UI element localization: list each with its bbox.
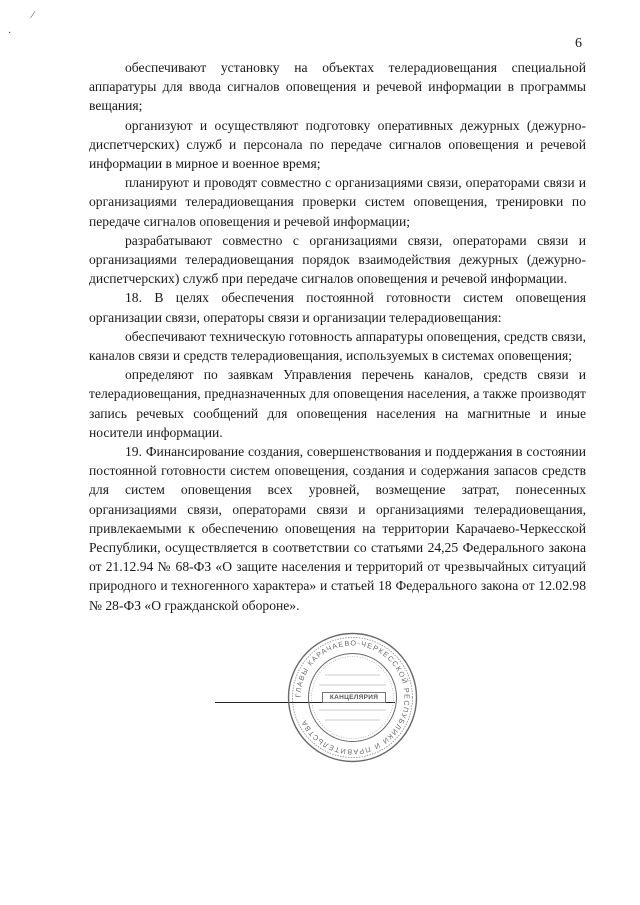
paragraph: 18. В целях обеспечения постоянной готовности систем оповещения организации связи, операторы связи и организации телерадиовещания: <box>89 290 586 325</box>
page-number: 6 <box>575 36 582 51</box>
paragraph: обеспечивают техническую готовность аппаратуры оповещения, средств связи, каналов связи и средств телерадиовещания, используемых в системах оповещения; <box>89 328 586 364</box>
scan-artifact: ⁄ <box>32 10 34 21</box>
scan-artifact: · <box>8 28 12 39</box>
paragraph: планируют и проводят совместно с организациями связи, операторами связи и организациями телерадиовещания проверки систем оповещения, тренировки по передаче сигналов оповещения и речевой информации; <box>89 175 586 229</box>
document-body <box>89 58 586 615</box>
seal-center-label: КАНЦЕЛЯРИЯ <box>322 692 386 703</box>
paragraph: 19. Финансирование создания, совершенствования и поддержания в состоянии постоянной готовности систем оповещения, создания и содержания запасов средств для систем оповещения всех уровней, возмещение затрат, понесенных организациями связи, операторами связи и организациями телерадиовещания, привлекаемыми к обеспечению оповещения на территории Карачаево-Черкесской Республики, осуществляется в соответствии со статьями 24,25 Федерального закона от 21.12.94 № 68-ФЗ «О защите населения и территорий от чрезвычайных ситуаций природного и техногенного характера» и статьей 18 Федерального закона от 12.02.98 № 28-ФЗ «О гражданской обороне». <box>89 444 586 613</box>
paragraph: организуют и осуществляют подготовку оперативных дежурных (дежурно-диспетчерских) служб и персонала по передаче сигналов оповещения и речевой информации в мирное и военное время; <box>89 117 586 172</box>
paragraph: определяют по заявкам Управления перечень каналов, средств связи и телерадиовещания, предназначенных для оповещения населения, а также производят запись речевых сообщений для оповещения населения на магнитные и иные носители информации. <box>89 367 586 440</box>
seal-ring-text: ГЛАВЫ КАРАЧАЕВО-ЧЕРКЕССКОЙ РЕСПУБЛИКИ И ПРАВИТЕЛЬСТВА <box>293 638 412 757</box>
paragraph: разрабатывают совместно с организациями связи, операторами связи и организациями телерадиовещания порядок взаимодействия дежурных (дежурно-диспетчерских) служб при передаче сигналов оповещения и речевой информации. <box>89 232 586 287</box>
paragraph: обеспечивают установку на объектах телерадиовещания специальной аппаратуры для ввода сигналов оповещения и речевой информации в программы вещания; <box>89 60 586 114</box>
